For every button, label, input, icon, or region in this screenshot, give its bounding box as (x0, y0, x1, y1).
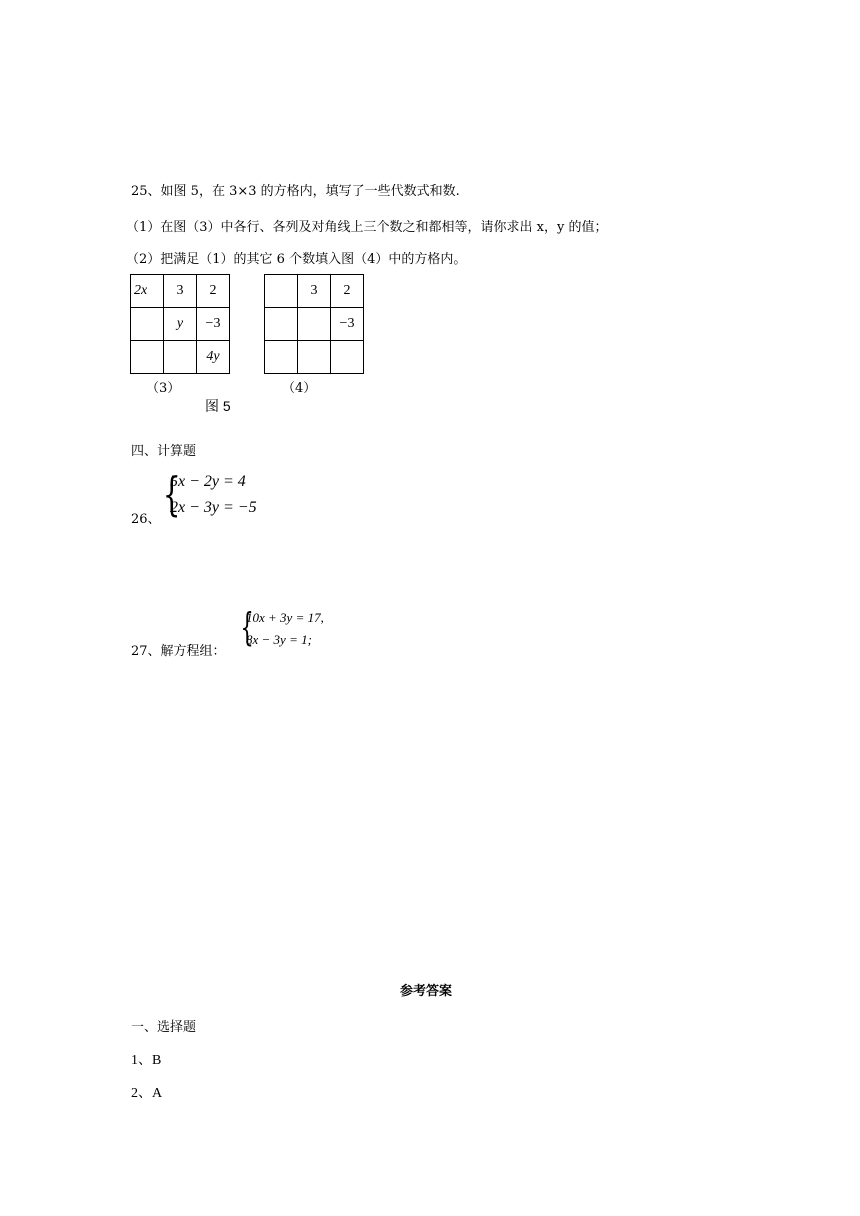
answers-title: 参考答案 (400, 984, 453, 999)
grid3-label: （3） (146, 381, 181, 396)
answers-section-1: 一、选择题 (131, 1020, 197, 1035)
grid3-cell-r1c1: 2x (131, 275, 164, 308)
grid4-cell-r2c1 (265, 308, 298, 341)
grid3-cell-r1c3: 2 (197, 275, 230, 308)
grid3-cell-r3c1 (131, 341, 164, 374)
grid-figure-4 (264, 274, 364, 374)
grid4-cell-r1c1 (265, 275, 298, 308)
grid4-label: （4） (282, 381, 317, 396)
q26-brace: { (162, 467, 181, 521)
q25-part2: （2）把满足（1）的其它 6 个数填入图（4）中的方格内。 (126, 252, 467, 267)
q27-brace: { (240, 605, 254, 649)
grid4-cell-r1c2: 3 (298, 275, 331, 308)
answer-item-2: 2、A (131, 1086, 163, 1101)
q27-equation-2: 8x − 3y = 1; (246, 632, 312, 647)
q26-equation-1: 5x − 2y = 4 (170, 473, 246, 490)
grid3-cell-r3c3: 4y (197, 341, 230, 374)
answer-item-1: 1、B (131, 1053, 162, 1068)
grid4-cell-r3c1 (265, 341, 298, 374)
section-4-title: 四、计算题 (131, 444, 197, 459)
q26-equation-2: 2x − 3y = −5 (170, 499, 257, 516)
q27-equation-1: 10x + 3y = 17, (246, 610, 324, 625)
q25-part1: （1）在图（3）中各行、各列及对角线上三个数之和都相等，请你求出 x，y 的值； (126, 220, 608, 235)
grid-figure-3 (130, 274, 230, 374)
grid3-cell-r2c1 (131, 308, 164, 341)
figure-caption: 图 5 (205, 398, 231, 414)
grid3-cell-r1c2: 3 (164, 275, 197, 308)
grid3-cell-r3c2 (164, 341, 197, 374)
grid3-cell-r2c2: y (164, 308, 197, 341)
q25-title: 25、如图 5，在 3×3 的方格内，填写了一些代数式和数. (131, 184, 460, 199)
grid4-cell-r3c2 (298, 341, 331, 374)
grid3-cell-r2c3: −3 (197, 308, 230, 341)
q26-number: 26、 (131, 512, 161, 527)
grid4-cell-r3c3 (331, 341, 364, 374)
grid4-cell-r2c2 (298, 308, 331, 341)
q27-label: 27、解方程组： (131, 644, 226, 659)
grid4-cell-r2c3: −3 (331, 308, 364, 341)
grid4-cell-r1c3: 2 (331, 275, 364, 308)
